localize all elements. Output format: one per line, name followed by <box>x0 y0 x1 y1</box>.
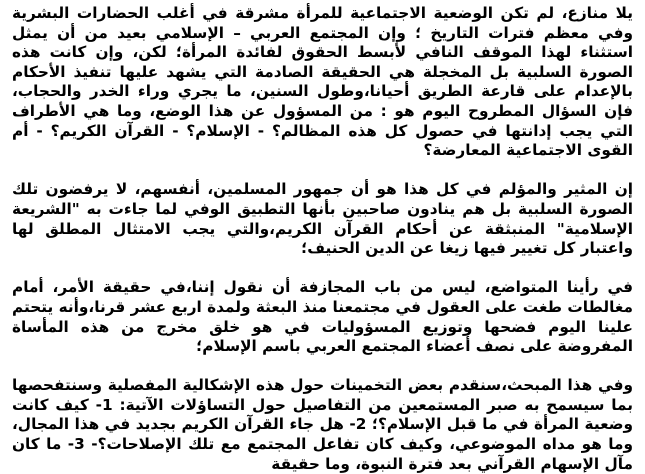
paragraph-research-questions: وفي هذا المبحث،سنقدم بعض التخمينات حول هذه الإشكالية المفصلية وسنتفحصها بما سيسمح به صبر المستمعين من التفاصيل حول التساؤلات الآتية: 1- كيف كانت وضعية المرأة في ما قبل الإسلام؟؛ 2- هل جاء القرآن الكريم بجديد في هذا المجال، وما هو مداه الموضوعي، وكيف كان تفاعل المجتمع مع تلك الإصلاحات؟- 3- ما كان مآل الإسهام القرآني بعد فترة النبوة، وما حقيقة <box>12 376 634 473</box>
paragraph-muslim-public: إن المثير والمؤلم في كل هذا هو أن جمهور المسلمين، أنفسهم، لا يرفضون تلك الصورة السلبية بل هم ينادون صاحبين بأنها التطبيق الوفي لما جاءت به "الشريعة الإسلامية" المنبثقة عن أحكام القرآن الكريم،والتي يجب الامتثال المطلق لها واعتبار كل تغيير فيها زيغا عن الدين الحنيف؛ <box>12 180 633 258</box>
paragraph-intro: يلا منازع، لم تكن الوضعية الاجتماعية للمرأة مشرقة في أغلب الحضارات البشرية وفي معظم فترات التاريخ ؛ وإن المجتمع العربي – الإسلامي بعيد من أن يمثل استثناء لهذا الموقف النافي لأبسط الحقوق لفائدة المرأة؛ لكن، وإن كانت هذه الصورة السلبية بل المخجلة هي الحقيقة الصادمة التي يشهد عليها تنفيذ الأحكام بالإعدام على قارعة الطريق أحيانا،وطول السنين، ما يجري وراء الخدر والحجاب، فإن السؤال المطروح اليوم هو : من المسؤول عن هذا الوضع، وما هي الأطراف التي يجب إدانتها في حصول كل هذه المظالم؟ - الإسلام؟ - القرآن الكريم؟ - أم القوى الاجتماعية المعارضة؟ <box>12 4 633 160</box>
paragraph-opinion: في رأينا المتواضع، ليس من باب المجازفة أن نقول إننا،في حقيقة الأمر، أمام مغالطات طغت على العقول في مجتمعنا منذ البعثة ولمدة اربع عشر قرنا،وأنه يتحتم علينا اليوم فضحها وتوزيع المسؤوليات في هو خلق مخرج من هذه المأساة المفروضة على نصف أعضاء المجتمع العربي باسم الإسلام؛ <box>12 278 633 356</box>
document-body <box>12 4 633 474</box>
